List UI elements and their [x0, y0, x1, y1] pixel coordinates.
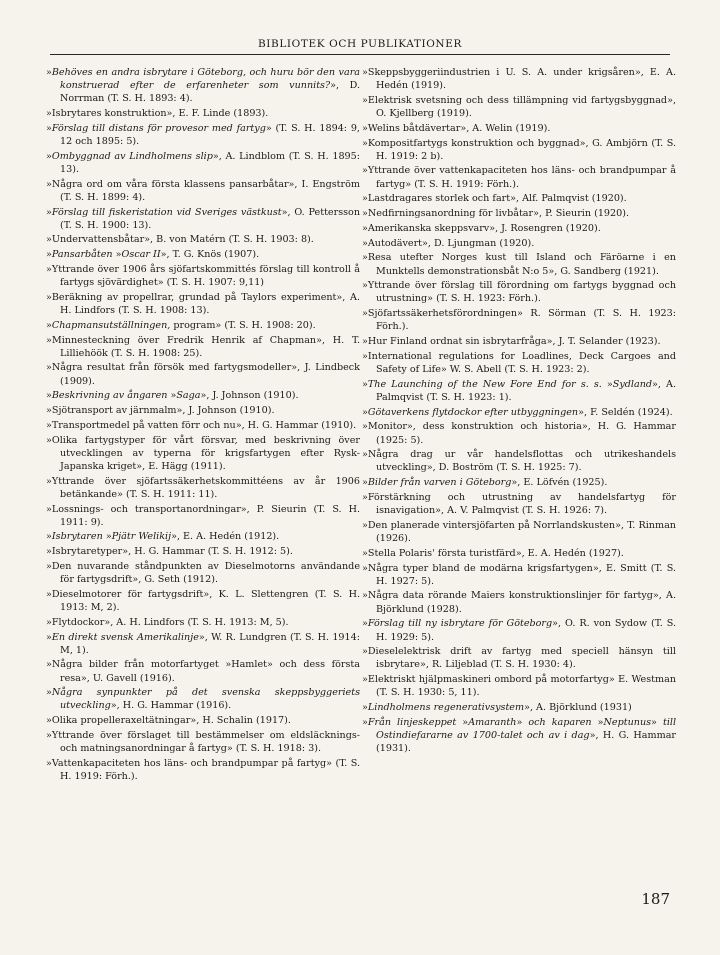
entry-text-segment: », W. R. Lundgren (T. S. H. 1914: M, 1).: [60, 631, 360, 656]
entry-text-segment: »Stella Polaris' första turistfärd», E. A. Hedén (1927).: [362, 547, 624, 559]
entry-text-segment: »Welins båtdävertar», A. Welin (1919).: [362, 122, 551, 134]
entry-text-segment: Neptunus: [603, 716, 652, 728]
bibliography-entry: [362, 279, 676, 305]
entry-text-segment: »: [362, 716, 368, 728]
entry-text-segment: »Amerikanska skeppsvarv», J. Rosengren (1920).: [362, 222, 601, 234]
bibliography-entry: [46, 503, 360, 529]
entry-text-segment: »Några ord om våra första klassens pansarbåtar», I. Engström (T. S. H. 1899: 4).: [46, 178, 360, 203]
bibliography-entry: [46, 588, 360, 614]
entry-text-segment: Förslag till distans för provesor med fartyg: [51, 122, 266, 134]
bibliography-entry: [362, 617, 676, 643]
entry-text-segment: »Isbrytares konstruktion», E. F. Linde (1893).: [46, 108, 269, 120]
entry-text-segment: », E. A. Hedén (1912).: [171, 531, 280, 543]
bibliography-entry: [46, 291, 360, 317]
entry-text-segment: En direkt svensk Amerikalinje: [51, 631, 199, 643]
bibliography-entry: [46, 404, 360, 417]
bibliography-entry: [362, 192, 676, 205]
entry-text-segment: », A. Lindblom (T. S. H. 1895: 13).: [60, 150, 360, 175]
entry-text-segment: »: [46, 206, 52, 218]
entry-text-segment: »Flytdockor», A. H. Lindfors (T. S. H. 1913: M, 5).: [46, 616, 289, 628]
bibliography-entry: [46, 616, 360, 629]
bibliography-entry: [362, 137, 676, 163]
bibliography-entry: [362, 476, 676, 489]
bibliography-entry: [46, 319, 360, 332]
entry-text-segment: »Kompositfartygs konstruktion och byggnad», G. Ambjörn (T. S. H. 1919: 2 b).: [362, 137, 676, 162]
entry-text-segment: Förslag till ny isbrytare för Göteborg: [367, 618, 553, 630]
entry-text-segment: Chapmansutställningen,: [51, 319, 171, 331]
entry-text-segment: »: [651, 716, 663, 728]
entry-text-segment: program» (T. S. H. 1908: 20).: [170, 319, 316, 331]
bibliography-entry: [362, 335, 676, 348]
entry-text-segment: », J. Johnson (1910).: [200, 390, 299, 402]
entry-text-segment: Pansarbåten: [51, 249, 113, 261]
entry-text-segment: Några synpunkter på det svenska skeppsbyggeriets utveckling: [51, 687, 360, 712]
entry-text-segment: »Yttrande över vattenkapaciteten hos läns- och brandpumpar å fartyg» (T. S. H. 1919: Förh.).: [362, 165, 676, 190]
bibliography-entry: [46, 658, 360, 684]
entry-text-segment: »Yttrande över förslaget till bestämmelser om eldsläcknings- och matningsanordningar å fartyg» (T. S. H. 1918: 3).: [46, 729, 360, 755]
bibliography-entry: [362, 207, 676, 220]
entry-text-segment: »: [46, 531, 52, 543]
running-header: BIBLIOTEK OCH PUBLIKATIONER: [50, 38, 670, 55]
entry-text-segment: »: [112, 249, 122, 261]
bibliography-entry: [362, 378, 676, 404]
entry-text-segment: »Lastdragares storlek och fart», Alf. Palmqvist (1920).: [362, 193, 627, 205]
entry-text-segment: »Sjötransport av järnmalm», J. Johnson (1910).: [46, 405, 275, 417]
entry-text-segment: »: [456, 716, 469, 728]
entry-text-segment: »Några resultat från försök med fartygsmodeller», J. Lindbeck (1909).: [46, 362, 360, 387]
bibliography-entry: [46, 714, 360, 727]
bibliography-entry: [362, 222, 676, 235]
bibliography-entry: [362, 122, 676, 135]
entry-text-segment: »Monitor», dess konstruktion och historia», H. G. Hammar (1925: 5).: [362, 421, 676, 446]
entry-text-segment: »Några bilder från motorfartyget »Hamlet» och dess första resa», U. Gavell (1916).: [46, 659, 360, 684]
bibliography-entry: [46, 530, 360, 543]
bibliography-entry: [362, 251, 676, 277]
bibliography-entry: [362, 645, 676, 671]
entry-text-segment: »: [362, 702, 368, 714]
entry-text-segment: Amaranth: [468, 716, 517, 728]
bibliography-entry: [46, 150, 360, 176]
entry-text-segment: »: [362, 477, 368, 489]
entry-text-segment: »: [46, 390, 52, 402]
entry-text-segment: Bilder från varven i Göteborg: [367, 477, 512, 489]
entry-text-segment: »: [46, 150, 52, 162]
bibliography-entry: [46, 757, 360, 783]
bibliography-entry: [46, 233, 360, 246]
entry-text-segment: Behöves en andra isbrytare i Göteborg, och huru bör den vara konstruerad efter de erfarenheter som vunnits?: [51, 67, 360, 92]
entry-text-segment: »Elektrisk svetsning och dess tillämpning vid fartygsbyggnad», O. Kjellberg (1919).: [362, 94, 676, 120]
bibliography-entry: [46, 560, 360, 586]
entry-text-segment: »: [46, 319, 52, 331]
entry-text-segment: », T. G. Knös (1907).: [160, 249, 260, 261]
entry-text-segment: »Skeppsbyggeriindustrien i U. S. A. under krigsåren», E. A. Hedén (1919).: [362, 67, 676, 92]
entry-text-segment: »Beräkning av propellrar, grundad på Taylors experiment», A. H. Lindfors (T. S. H. 1908: 13).: [46, 291, 360, 316]
entry-text-segment: » (T. S. H. 1894: 9, 12 och 1895: 5).: [60, 122, 360, 147]
entry-text-segment: »: [601, 378, 613, 390]
entry-text-segment: »Isbrytaretyper», H. G. Hammar (T. S. H. 1912: 5).: [46, 546, 293, 558]
entry-text-segment: », A. Palmqvist (T. S. H. 1923: 1).: [376, 378, 677, 403]
entry-text-segment: »: [46, 67, 52, 78]
bibliography-entry: [46, 686, 360, 712]
bibliography-entry: [362, 448, 676, 474]
bibliography-entry: [46, 419, 360, 432]
entry-text-segment: The Launching of the New Fore End for s. s.: [367, 378, 602, 390]
entry-text-segment: Isbrytaren: [51, 531, 103, 543]
entry-text-segment: »: [46, 687, 52, 699]
entry-text-segment: », E. Löfvén (1925).: [511, 477, 608, 489]
bibliography-entry: [46, 475, 360, 501]
bibliography-entry: [362, 237, 676, 250]
entry-text-segment: Saga: [176, 390, 201, 402]
entry-text-segment: », O. Pettersson (T. S. H. 1900: 13).: [60, 206, 360, 231]
entry-text-segment: »: [362, 378, 368, 390]
entry-text-segment: »Nedfirningsanordning för livbåtar», P. Sieurin (1920).: [362, 208, 630, 220]
entry-text-segment: »Yttrande över sjöfartssäkerhetskommittéens av år 1906 betänkande» (T. S. H. 1911: 11).: [46, 475, 360, 500]
bibliography-entry: [362, 519, 676, 545]
bibliography-entry: [46, 545, 360, 558]
bibliography-entry: [46, 389, 360, 402]
entry-text-segment: »Några typer bland de modärna krigsfartygen», E. Smitt (T. S. H. 1927: 5).: [362, 562, 676, 587]
entry-text-segment: »Elektriskt hjälpmaskineri ombord på motorfartyg» E. Westman (T. S. H. 1930: 5, 11).: [362, 674, 676, 699]
bibliography-entry: [46, 66, 360, 105]
entry-text-segment: »: [46, 249, 52, 261]
bibliography-entry: [362, 701, 676, 714]
entry-text-segment: »Yttrande över 1906 års sjöfartskommittés förslag till kontroll å fartygs sjövärdighet» (T. S. H. 1907: 9,11): [46, 263, 360, 289]
entry-text-segment: »: [591, 716, 604, 728]
entry-text-segment: »Undervattensbåtar», B. von Matérn (T. S. H. 1903: 8).: [46, 234, 314, 246]
bibliography-entry: [362, 589, 676, 615]
bibliography-entry: [46, 361, 360, 387]
entry-text-segment: »Dieselelektrisk drift av fartyg med speciell hänsyn till isbrytare», R. Liljeblad (T. S. H. 1930: 4).: [362, 646, 676, 671]
bibliography-entry: [362, 406, 676, 419]
bibliography-entry: [362, 94, 676, 120]
entry-text-segment: », A. Björklund (1931): [524, 702, 632, 714]
entry-text-segment: »Olika fartygstyper för vårt försvar, med beskrivning över utvecklingen av typerna för krigsfartygen efter Rysk-Japanska kriget», E. Hägg (1911).: [46, 434, 360, 472]
right-column: [362, 66, 676, 757]
entry-text-segment: »: [167, 390, 177, 402]
bibliography-entry: [46, 334, 360, 360]
entry-text-segment: Förslag till fiskeristation vid Sveriges västkust: [51, 206, 282, 218]
entry-text-segment: », H. G. Hammar (1931).: [376, 729, 676, 755]
bibliography-entry: [46, 206, 360, 232]
entry-text-segment: »Resa utefter Norges kust till Island och Färöarne i en Munktells demonstrationsbåt N:o 5», G. Sandberg (1921).: [362, 252, 676, 277]
entry-text-segment: »Några data rörande Maiers konstruktionslinjer för fartyg», A. Björklund (1928).: [362, 590, 676, 615]
entry-text-segment: »Förstärkning och utrustning av handelsfartyg för isnavigation», A. V. Palmqvist (T. S. H. 1926: 7).: [362, 491, 676, 517]
bibliography-entry: [362, 547, 676, 560]
entry-text-segment: »: [362, 406, 368, 418]
entry-text-segment: »Sjöfartssäkerhetsförordningen» R. Sörman (T. S. H. 1923: Förh.).: [362, 308, 676, 333]
bibliography-entry: [362, 562, 676, 588]
bibliography-entry: [362, 491, 676, 517]
entry-text-segment: Ombyggnad av Lindholmens slip: [51, 150, 213, 162]
entry-text-segment: »Den planerade vintersjöfarten på Norrlandskusten», T. Rinman (1926).: [362, 519, 676, 545]
bibliography-entry: [46, 107, 360, 120]
bibliography-entry: [362, 716, 676, 755]
left-column: [46, 66, 360, 785]
entry-text-segment: och kaparen: [528, 716, 592, 728]
entry-text-segment: », O. R. von Sydow (T. S. H. 1929: 5).: [376, 618, 676, 643]
entry-text-segment: Pjätr Welikij: [111, 531, 172, 543]
entry-text-segment: »: [362, 618, 368, 630]
page-number: 187: [641, 890, 670, 908]
entry-text-segment: »Transportmedel på vatten förr och nu», H. G. Hammar (1910).: [46, 419, 357, 431]
entry-text-segment: till Ostindiefararne av 1700-talet och av i dag: [376, 716, 677, 741]
bibliography-entry: [46, 631, 360, 657]
bibliography-entry: [46, 263, 360, 289]
bibliography-entry: [362, 420, 676, 446]
bibliography-entry: [46, 122, 360, 148]
entry-text-segment: »Dieselmotorer för fartygsdrift», K. L. Slettengren (T. S. H. 1913: M, 2).: [46, 588, 360, 613]
bibliography-entry: [362, 66, 676, 92]
entry-text-segment: »: [516, 716, 529, 728]
entry-text-segment: Från linjeskeppet: [367, 716, 457, 728]
entry-text-segment: Beskrivning av ångaren: [51, 390, 168, 402]
bibliography-entry: [46, 178, 360, 204]
entry-text-segment: »: [102, 531, 112, 543]
entry-text-segment: »Några drag ur vår handelsflottas och utrikeshandels utveckling», D. Boström (T. S. H. 1925: 7).: [362, 449, 676, 474]
bibliography-entry: [362, 164, 676, 190]
entry-text-segment: Sydland: [612, 378, 653, 390]
entry-text-segment: »Den nuvarande ståndpunkten av Dieselmotorns användande för fartygsdrift», G. Seth (1912).: [46, 560, 360, 586]
entry-text-segment: »: [46, 631, 52, 643]
bibliography-entry: [362, 350, 676, 376]
entry-text-segment: », H. G. Hammar (1916).: [110, 700, 232, 712]
entry-text-segment: »Lossnings- och transportanordningar», P. Sieurin (T. S. H. 1911: 9).: [46, 503, 360, 528]
entry-text-segment: »Olika propelleraxeltätningar», H. Schalin (1917).: [46, 715, 291, 727]
entry-text-segment: »Vattenkapaciteten hos läns- och brandpumpar på fartyg» (T. S. H. 1919: Förh.).: [46, 757, 360, 783]
entry-text-segment: »Minnesteckning över Fredrik Henrik af Chapman», H. T. Lilliehöök (T. S. H. 1908: 25).: [46, 334, 360, 359]
bibliography-entry: [46, 248, 360, 261]
entry-text-segment: », F. Seldén (1924).: [578, 406, 673, 418]
bibliography-entry: [362, 307, 676, 333]
bibliography-entry: [362, 673, 676, 699]
entry-text-segment: »Autodävert», D. Ljungman (1920).: [362, 237, 535, 249]
entry-text-segment: », D. Norrman (T. S. H. 1893: 4).: [60, 80, 361, 105]
entry-text-segment: Götaverkens flytdockor efter utbyggningen: [367, 406, 579, 418]
bibliography-entry: [46, 729, 360, 755]
entry-text-segment: »International regulations for Loadlines, Deck Cargoes and Safety of Life» W. S. Abell (T. S. H. 1923: 2).: [362, 350, 676, 375]
entry-text-segment: »Hur Finland ordnat sin isbrytarfråga», J. T. Selander (1923).: [362, 336, 661, 348]
bibliography-entry: [46, 434, 360, 473]
entry-text-segment: »: [46, 122, 52, 134]
entry-text-segment: »Yttrande över förslag till förordning om fartygs byggnad och utrustning» (T. S. H. 1923: Förh.).: [362, 280, 676, 305]
entry-text-segment: Oscar II: [121, 249, 161, 261]
entry-text-segment: Lindholmens regenerativsystem: [367, 702, 525, 714]
